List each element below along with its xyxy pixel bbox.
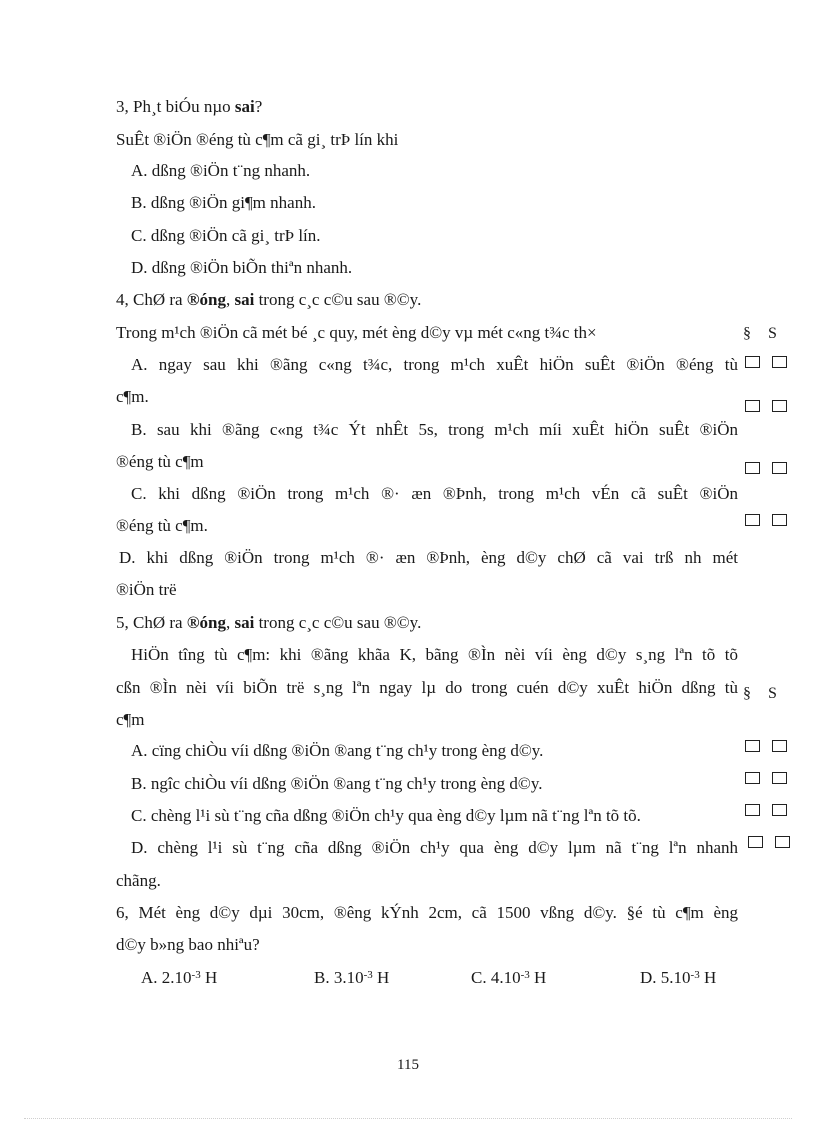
q3-option-d: D. dßng ®iÖn biÕn thiªn nhanh.: [131, 258, 353, 277]
q5-a-dung-checkbox[interactable]: [745, 740, 760, 752]
q5-stem-line1: HiÖn tîng tù c¶m: khi ®ãng khãa K, bãng ®Ìn nèi víi èng d©y s¸ng lªn tõ tõ: [131, 645, 738, 664]
q4-option-d-line2: ®iÖn trë: [116, 580, 177, 599]
q6-answer-a: A. $2.10^{-3}$ H: [141, 968, 218, 987]
q4-a-sai-checkbox[interactable]: [772, 356, 787, 368]
q6-answer-b: B. $3.10^{-3}$ H: [314, 968, 390, 987]
q5-column-dung: §: [743, 685, 751, 702]
q4-title: 4, ChØ ra ®óng, sai trong c¸c c©u sau ®©y.: [116, 290, 422, 309]
q6-stem-line1: 6, Mét èng d©y dµi 30cm, ®êng kÝnh 2cm, cã 1500 vßng d©y. §é tù c¶m èng: [116, 903, 738, 922]
q6-stem-line2: d©y b»ng bao nhiªu?: [116, 935, 260, 954]
q5-option-d-line2: chãng.: [116, 871, 161, 890]
q4-column-sai: S: [768, 325, 777, 342]
q5-option-c: C. chèng l¹i sù t¨ng cña dßng ®iÖn ch¹y qua èng d©y lµm nã t¨ng lªn tõ tõ.: [131, 806, 641, 825]
q4-option-a-line1: A. ngay sau khi ®ãng c«ng t¾c, trong m¹ch xuÊt hiÖn suÊt ®iÖn ®éng tù: [131, 355, 738, 374]
q5-stem-line3: c¶m: [116, 710, 145, 729]
q4-option-d-line1: D. khi dßng ®iÖn trong m¹ch ®· æn ®Þnh, èng d©y chØ cã vai trß nh mét: [119, 548, 738, 567]
q4-option-a-line2: c¶m.: [116, 387, 149, 406]
q5-a-sai-checkbox[interactable]: [772, 740, 787, 752]
q5-c-sai-checkbox[interactable]: [772, 804, 787, 816]
q4-c-sai-checkbox[interactable]: [772, 462, 787, 474]
q5-option-b: B. ngîc chiÒu víi dßng ®iÖn ®ang t¨ng ch¹y trong èng d©y.: [131, 774, 543, 793]
q5-stem-line2: cßn ®Ìn nèi víi biÕn trë s¸ng lªn ngay lµ do trong cuén d©y xuÊt hiÖn dßng tù: [116, 678, 738, 697]
page-number: 115: [397, 1057, 419, 1073]
q4-option-b-line2: ®éng tù c¶m: [116, 452, 204, 471]
q3-option-a: A. dßng ®iÖn t¨ng nhanh.: [131, 161, 311, 180]
q4-option-c-line2: ®éng tù c¶m.: [116, 516, 208, 535]
q4-stem: Trong m¹ch ®iÖn cã mét bé ¸c quy, mét èng d©y vµ mét c«ng t¾c th×: [116, 323, 597, 342]
q5-c-dung-checkbox[interactable]: [745, 804, 760, 816]
q5-d-sai-checkbox[interactable]: [775, 836, 790, 848]
q4-b-dung-checkbox[interactable]: [745, 400, 760, 412]
q4-d-sai-checkbox[interactable]: [772, 514, 787, 526]
q6-answer-d: D. $5.10^{-3}$ H: [640, 968, 717, 987]
q4-d-dung-checkbox[interactable]: [745, 514, 760, 526]
q4-column-dung: §: [743, 325, 751, 342]
q5-option-d-line1: D. chèng l¹i sù t¨ng cña dßng ®iÖn ch¹y qua èng d©y lµm nã t¨ng lªn nhanh: [131, 838, 738, 857]
q5-option-a: A. cïng chiÒu víi dßng ®iÖn ®ang t¨ng ch¹y trong èng d©y.: [131, 741, 544, 760]
q4-b-sai-checkbox[interactable]: [772, 400, 787, 412]
q5-title: 5, ChØ ra ®óng, sai trong c¸c c©u sau ®©y.: [116, 613, 422, 632]
q4-c-dung-checkbox[interactable]: [745, 462, 760, 474]
q3-option-b: B. dßng ®iÖn gi¶m nhanh.: [131, 193, 316, 212]
q4-option-b-line1: B. sau khi ®ãng c«ng t¾c Ýt nhÊt 5s, trong m¹ch míi xuÊt hiÖn suÊt ®iÖn: [131, 420, 738, 439]
q4-option-c-line1: C. khi dßng ®iÖn trong m¹ch ®· æn ®Þnh, trong m¹ch vÉn cã suÊt ®iÖn: [131, 484, 738, 503]
q3-stem: SuÊt ®iÖn ®éng tù c¶m cã gi¸ trÞ lín khi: [116, 130, 399, 149]
q6-answer-c: C. $4.10^{-3}$ H: [471, 968, 547, 987]
q3-title: 3, Ph¸t biÓu nµo sai?: [116, 97, 263, 116]
footer-divider: [24, 1118, 792, 1119]
q3-option-c: C. dßng ®iÖn cã gi¸ trÞ lín.: [131, 226, 321, 245]
q5-b-dung-checkbox[interactable]: [745, 772, 760, 784]
q4-a-dung-checkbox[interactable]: [745, 356, 760, 368]
q5-d-dung-checkbox[interactable]: [748, 836, 763, 848]
q5-column-sai: S: [768, 685, 777, 702]
q5-b-sai-checkbox[interactable]: [772, 772, 787, 784]
